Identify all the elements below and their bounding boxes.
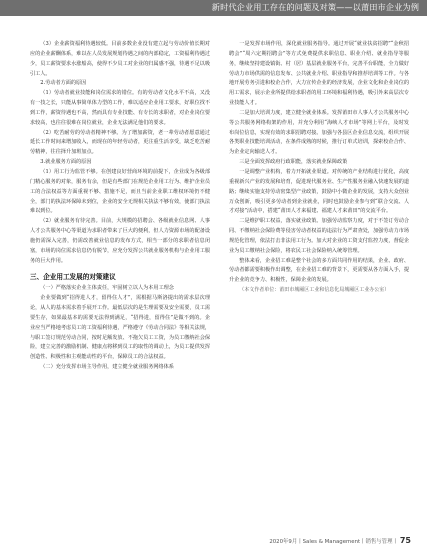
- paragraph: （3）企业薪资福利待遇较低。目前多数企业没有建立起与劳动价值长期对应的企业薪酬体系，难以在人员发展规划待遇之间的内部稳定，工资福利待遇过少，员工薪资要求水涨船高，使得不少员工对企业的归属感不强，待遇不足以吸引工人。: [30, 41, 210, 77]
- subheading: 2.劳动者方面的原因: [40, 80, 87, 87]
- paragraph: 一是发挥市场作用，深化就业服务指导。通过开展“就业扶贫招聘”“金秋招聘会”“周六定期招聘会”等方式免费提供求职信息、职业介绍、就业指导等服务，继续坚持建设镇街、村（居）基层就业服务平台，完善平台职能，全力做好劳动力市场供需的信息发布、公共就业介绍、职业指导和推荐培训等工作。与各地开展劳务引进和校企合作，大力宣传企业的经济发展，企业文化和企业岗位的用工需求，展示企业所提供给求职者的用工环境和福利待遇，吸引外来高层次专业技能人才。: [229, 41, 409, 107]
- paragraph: （1）劳动者就业技能和岗位需求的错位。有的劳动者文化水平不高，又没有一技之长，只能从事简单体力型的工作，难以适应企业用工要求，好职位找不到工作，薪资待遇也不高，然而具有专业技能、有专长的求职者，对企业岗位要求较高，也往往很难在岗位就业，企业无法满足他们的要求。: [30, 90, 210, 126]
- page-number: 75: [399, 536, 411, 545]
- right-column: [229, 40, 409, 296]
- paragraph: 二是维护职工权益，落实就业政策。加强劳动监察力度，对于不签订劳动合同、不缴纳社会保险费等侵害劳动者权益的违法行为严肃查处，加强劳动力市场规范化管理，依法打击非法用工行为。加大对企业的工资支付监控力度，督促企业为员工缴纳社会保险，将农民工社会保险纳入统筹管理。: [229, 218, 409, 254]
- footer-text: 2020年9月丨Sales & Management丨销售与管理丨: [269, 539, 398, 545]
- subheading: 3.就业服务方面的原因: [40, 159, 92, 166]
- subheading: （二）充分发挥市场主导作用，建立健全就业服务网络体系: [40, 364, 174, 371]
- left-column: [30, 40, 210, 373]
- paragraph: 一是调整产业机构，着力开拓就业渠道。对传统的产业结构进行优化，高度重视新兴产业的发展和培育，促进现代服务业、生产性服务业融入快速发展的道路；继续实施支持劳动密集型产业政策，鼓励中小微企业的发展，支持大众创业万众创新，吸引更多劳动者到企业就业，同时也鼓励企业参与到“联合交流、人才对接”活动中，搭建“莆田人才来福建、福建人才来莆田”的交流平台。: [229, 168, 409, 215]
- author-affiliation: （本文作者单位：莆田市城厢区工业和信息化局城厢区工业办公室）: [239, 287, 390, 294]
- section-title: 三、企业用工发展的对策建议: [30, 273, 116, 282]
- subheading: （一）严格落实企业主体责任，牢固树立以人为本用工理念: [40, 285, 174, 292]
- running-header-title: 新时代企业用工存在的问题及对策——以莆田市企业为例: [211, 2, 419, 12]
- subheading: 三是全面发挥政府行政职能，落实就业保障政策: [239, 159, 348, 166]
- paragraph: 二是加大培训力度，建立健全就业体系。发挥莆田市人事人才公共服务中心等公共服务网络构架的作用，并充分利用“海峡人才市场”等网上平台，及时发布岗位信息，实现有效的求职招聘对接。加强与各县区企业信息交流，组织开展各类职业技能培训活动，在条件成熟的时候，推行订单式培训，探索校企合作、为企业定向输送人才。: [229, 109, 409, 156]
- header-bar: [0, 0, 427, 16]
- page-footer: [269, 536, 411, 545]
- paragraph: 企业要做到“招得进人才，留得住人才”，需根据马斯洛提出的需求层次理论，从人的基本需求着手展开工作。最低层次的是生理需要及安全需要，员工需要生存，如果最基本的需要无法得到满足，“招得进，留得住”是做不到的。企业应当严格地考虑员工的工资福利待遇，严格遵守《劳动合同法》等相关法规，与职工签订规范劳动合同，按时足额发放、不拖欠员工工资，为员工缴纳社会保险，建立完善的激励机制、健康点将移到员工的取性的调动上，为员工提供发挥创造性、积极性和主观能动性的平台，保障员工的合法权益。: [30, 295, 210, 361]
- paragraph: （1）用工行为监管不够。在创建良好营商环境的前提下，企业成为各级部门精心服务的对象，服务有余，但是有些部门在规范企业用工行为、维护企业员工的合法权益等方面重视不够、措施不足，而且当前企业职工维权环境仍不健全，部门的执法环保障未到位，企业的安全无规相关执法不够有效，使部门执法难以到位。: [30, 168, 210, 215]
- paragraph: （2）就业服务有待完善。目前，大规模的招聘会、各级就业信息网、人事人才公共服务中心等渠道为求职者带来了巨大的便利，但人力资源市场的配备设施仍需深入完善，仍需改善就业信息的发布方式，相当一部分的求职者信息闭塞，市场的岗位需求信息仍有脱节，应充分发挥公共就业服务机构与企业用工服务的巨大作用。: [30, 218, 210, 264]
- paragraph: （2）吃苦耐劳的劳动者精神不够。为了增加薪资，老一辈劳动者愿意通过延长工作时间来增加收入，而现在的年轻劳动者，更注重生活享受，缺乏吃苦耐劳精神，往往择升加班加点。: [30, 129, 210, 156]
- paragraph: 整体来看，企业招工难是整个社会的多方面共同作用的结果，企业、政府、劳动者都需要积极作出调整，在企业招工难的背景下，更需要从各方面入手，提升企业的竞争力、积极性，保障企业的发展。: [229, 257, 409, 284]
